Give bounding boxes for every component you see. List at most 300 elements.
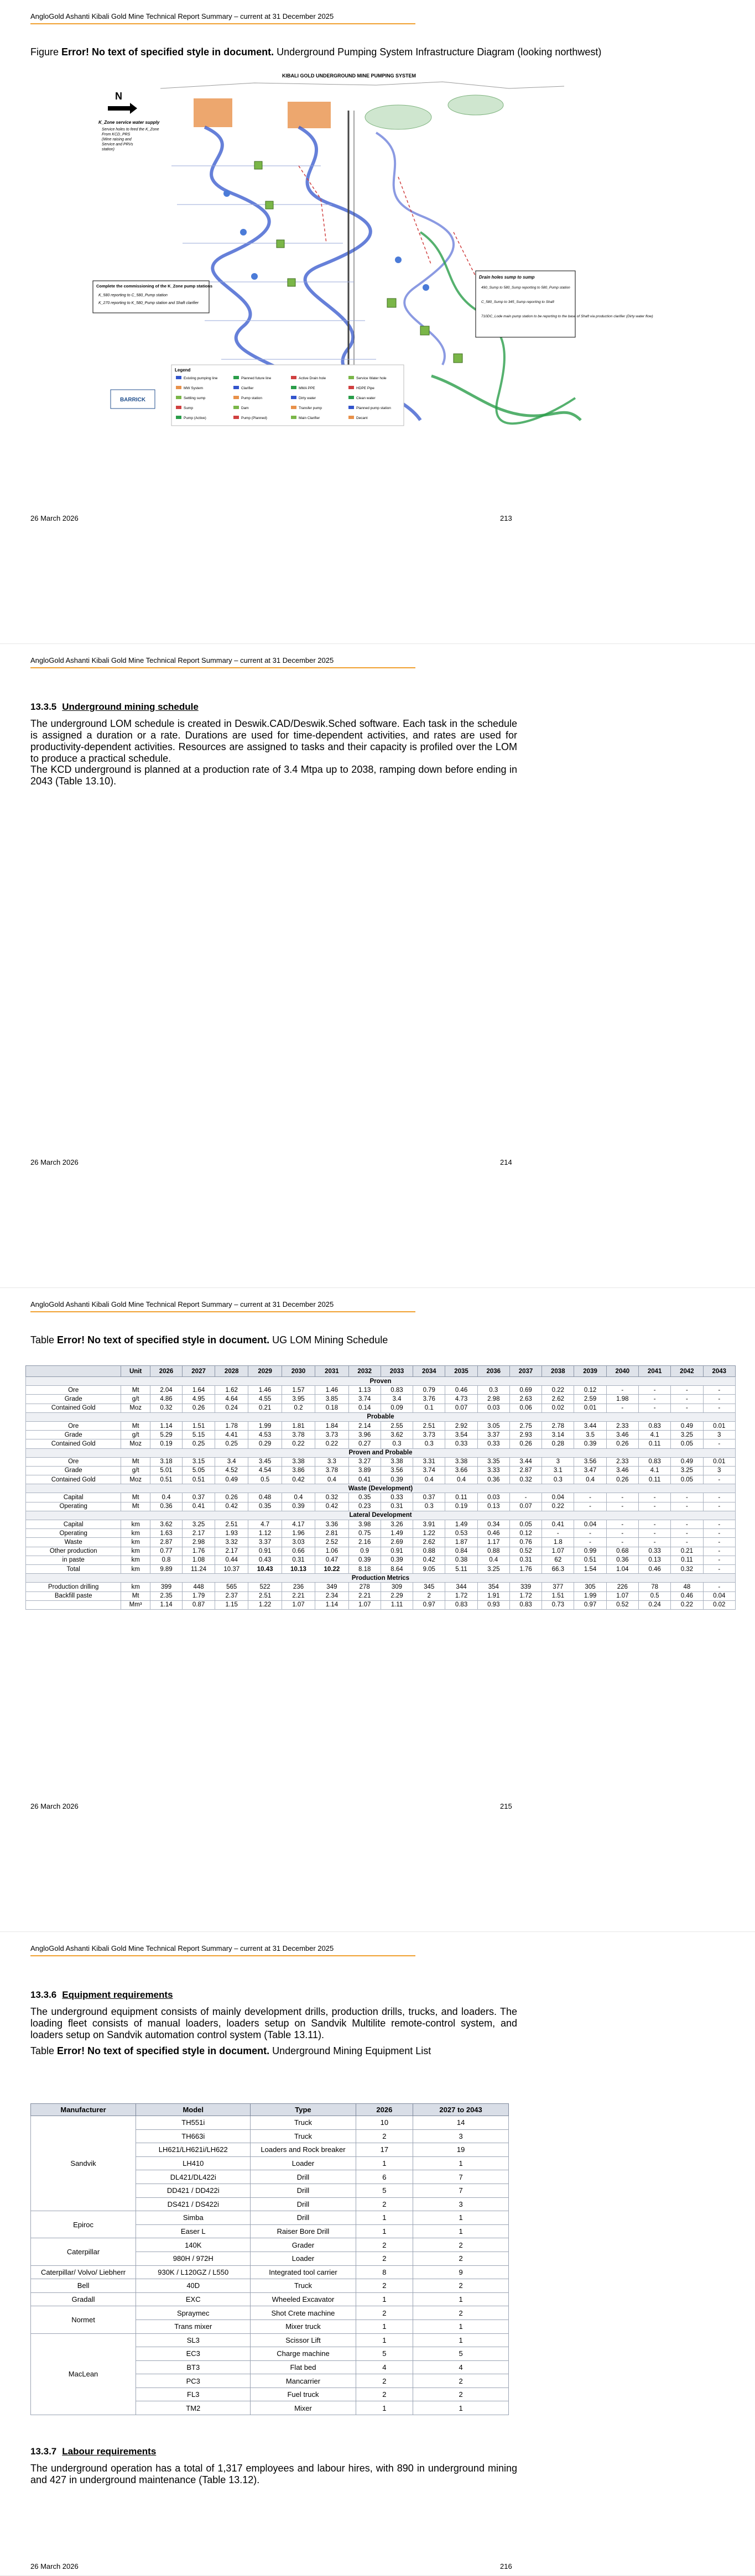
section-title: Production Metrics — [26, 1574, 736, 1583]
table-cell: 1.84 — [315, 1421, 348, 1430]
table-cell: DD421 / DD422i — [136, 2184, 251, 2197]
table-cell: 0.5 — [248, 1475, 282, 1484]
table-cell: TH551i — [136, 2116, 251, 2130]
table-cell: 2.51 — [215, 1520, 248, 1529]
page-header: AngloGold Ashanti Kibali Gold Mine Technical Report Summary – current at 31 December 2025 — [30, 656, 334, 664]
table-cell: 2 — [356, 2279, 413, 2293]
table-cell: 2.52 — [315, 1538, 348, 1547]
table-cell: 0.88 — [477, 1547, 509, 1556]
manufacturer-cell: MacLean — [31, 2333, 136, 2415]
table-cell: 0.32 — [315, 1493, 348, 1502]
legend-swatch — [348, 416, 354, 419]
table-cell: 236 — [282, 1583, 315, 1591]
legend-swatch — [233, 386, 239, 389]
table-cell: - — [671, 1502, 703, 1511]
table-cell: Simba — [136, 2211, 251, 2225]
table-cell: 6 — [356, 2170, 413, 2184]
table-cell: 0.06 — [509, 1404, 541, 1412]
table-cell: 3.05 — [477, 1421, 509, 1430]
legend-item: MW System — [184, 386, 204, 390]
table-cell: 377 — [542, 1583, 574, 1591]
table-cell: Shot Crete machine — [251, 2306, 356, 2320]
table-cell: km — [121, 1547, 150, 1556]
table-cell: 0.05 — [509, 1520, 541, 1529]
table-cell: 0.4 — [315, 1475, 348, 1484]
table-cell: 3.98 — [348, 1520, 381, 1529]
table-cell: 0.83 — [509, 1600, 541, 1609]
table-cell: - — [638, 1520, 670, 1529]
table-cell: 0.48 — [248, 1493, 282, 1502]
equipment-table — [30, 2103, 509, 2415]
table-cell: 3.44 — [574, 1421, 606, 1430]
table-cell: 4.86 — [150, 1395, 182, 1404]
table-cell: 2.17 — [215, 1547, 248, 1556]
table-cell: 0.87 — [183, 1600, 215, 1609]
column-header: Model — [136, 2104, 251, 2116]
table-cell: - — [638, 1395, 670, 1404]
manufacturer-cell: Epiroc — [31, 2211, 136, 2238]
table-cell: 9.89 — [150, 1564, 182, 1573]
table-cell: - — [574, 1529, 606, 1538]
table-cell: 4.53 — [248, 1431, 282, 1439]
table-cell: 0.03 — [477, 1404, 509, 1412]
table-cell: 349 — [315, 1583, 348, 1591]
table-cell: in paste — [26, 1556, 121, 1564]
table-cell: - — [574, 1493, 606, 1502]
table-cell: 0.79 — [413, 1386, 445, 1395]
table-cell: - — [509, 1493, 541, 1502]
table-cell: 0.3 — [542, 1475, 574, 1484]
table-cell: 1 — [356, 2333, 413, 2347]
table-cell: 0.91 — [381, 1547, 413, 1556]
table-cell: Capital — [26, 1520, 121, 1529]
table-cell: 1.81 — [282, 1421, 315, 1430]
table-cell: 4.55 — [248, 1395, 282, 1404]
table-cell: 2 — [356, 2306, 413, 2320]
legend-swatch — [348, 396, 354, 399]
legend-swatch — [176, 376, 181, 379]
table-cell: 10 — [356, 2116, 413, 2130]
note-tl-title: K_Zone service water supply — [98, 120, 160, 125]
note-tl-line: Service and PRVs — [102, 143, 133, 146]
table-cell: 5.15 — [183, 1431, 215, 1439]
table-cell: 5.11 — [445, 1564, 477, 1573]
table-cell: 522 — [248, 1583, 282, 1591]
table-cell: 0.4 — [574, 1475, 606, 1484]
legend-item: Transfer pump — [299, 406, 322, 410]
table-cell: 1.07 — [606, 1591, 638, 1600]
table-cell: Scissor Lift — [251, 2333, 356, 2347]
table-cell: 0.21 — [671, 1547, 703, 1556]
table-cell: 0.43 — [248, 1556, 282, 1564]
table-cell: 0.46 — [477, 1529, 509, 1538]
table-cell: - — [606, 1493, 638, 1502]
caption-title: Underground Pumping System Infrastructure Diagram (looking northwest) — [274, 46, 602, 57]
caption-prefix: Table — [30, 2045, 58, 2056]
table-row — [26, 1600, 736, 1609]
lom-schedule-table — [25, 1365, 736, 1610]
table-cell: 0.41 — [542, 1520, 574, 1529]
table-cell: 0.77 — [150, 1547, 182, 1556]
table-cell: 0.93 — [477, 1600, 509, 1609]
table-cell: 3.25 — [671, 1466, 703, 1475]
table-cell: Mt — [121, 1502, 150, 1511]
table-cell: 3.36 — [315, 1520, 348, 1529]
table-row — [31, 2238, 509, 2252]
table-cell: 0.18 — [315, 1404, 348, 1412]
section-number: 13.3.7 — [30, 2446, 57, 2457]
table-cell: DS421 / DS422i — [136, 2197, 251, 2211]
section-heading-1335 — [30, 701, 199, 713]
legend-swatch — [291, 376, 296, 379]
table-cell: 1.07 — [542, 1547, 574, 1556]
table-cell: 2.14 — [348, 1421, 381, 1430]
table-cell: 3.96 — [348, 1431, 381, 1439]
column-header: 2043 — [703, 1366, 735, 1377]
section-title: Waste (Development) — [26, 1484, 736, 1493]
column-header: 2026 — [356, 2104, 413, 2116]
section-title: Probable — [26, 1412, 736, 1421]
table-cell: 0.07 — [509, 1502, 541, 1511]
table-cell: 1.91 — [477, 1591, 509, 1600]
section-row — [26, 1377, 736, 1386]
table-cell: Grader — [251, 2238, 356, 2252]
legend-item: Active Drain hole — [299, 376, 326, 380]
table-cell: 0.05 — [671, 1475, 703, 1484]
table-cell: 1.14 — [315, 1600, 348, 1609]
table-cell: 0.68 — [606, 1547, 638, 1556]
table-cell: 0.22 — [315, 1439, 348, 1448]
table-cell: 2 — [413, 2279, 509, 2293]
caption-error: Error! No text of specified style in document. — [57, 1334, 270, 1345]
column-header: Type — [251, 2104, 356, 2116]
table-cell: Mixer — [251, 2401, 356, 2415]
table-cell: 0.49 — [671, 1421, 703, 1430]
table-cell: 0.26 — [509, 1439, 541, 1448]
table-cell: 305 — [574, 1583, 606, 1591]
table-cell: km — [121, 1538, 150, 1547]
table-cell: - — [574, 1538, 606, 1547]
table-cell: 0.11 — [638, 1475, 670, 1484]
table-cell: 3.73 — [315, 1431, 348, 1439]
table-cell: 0.24 — [638, 1600, 670, 1609]
table-cell: 0.46 — [671, 1591, 703, 1600]
table-cell: 0.32 — [150, 1404, 182, 1412]
table-cell: 3.78 — [282, 1431, 315, 1439]
table-cell: Trans mixer — [136, 2320, 251, 2333]
table-cell: 2 — [413, 2306, 509, 2320]
table-row — [26, 1466, 736, 1475]
table-cell: 2.55 — [381, 1421, 413, 1430]
section-title: Equipment requirements — [62, 1989, 173, 2000]
table-cell: Mancarrier — [251, 2374, 356, 2388]
column-header — [26, 1366, 121, 1377]
table-cell: 1 — [413, 2211, 509, 2225]
table-cell: 0.53 — [445, 1529, 477, 1538]
table-cell: - — [703, 1404, 735, 1412]
table-cell: 3.46 — [606, 1466, 638, 1475]
table-cell: 2 — [356, 2387, 413, 2401]
table-cell: 5.29 — [150, 1431, 182, 1439]
table-cell: 3.56 — [574, 1457, 606, 1466]
table-cell: 17 — [356, 2143, 413, 2157]
table-cell: 1.11 — [381, 1600, 413, 1609]
table-cell: 1 — [413, 2224, 509, 2238]
legend-swatch — [348, 406, 354, 409]
legend-swatch — [291, 416, 296, 419]
table-cell: 0.23 — [348, 1502, 381, 1511]
table-cell: Charge machine — [251, 2347, 356, 2361]
table-cell: 0.31 — [381, 1502, 413, 1511]
table-cell: 1.87 — [445, 1538, 477, 1547]
table-cell: 1.64 — [183, 1386, 215, 1395]
legend-swatch — [233, 406, 239, 409]
table-cell: 0.11 — [445, 1493, 477, 1502]
table-cell: 8.18 — [348, 1564, 381, 1573]
legend-swatch — [176, 386, 181, 389]
table-cell: 0.3 — [413, 1439, 445, 1448]
table-cell: km — [121, 1556, 150, 1564]
table-cell: Grade — [26, 1431, 121, 1439]
table-cell: 1.79 — [183, 1591, 215, 1600]
table-cell: 3.38 — [282, 1457, 315, 1466]
table-row — [31, 2211, 509, 2225]
table-cell: - — [574, 1502, 606, 1511]
table-cell: 2.62 — [542, 1395, 574, 1404]
table-cell: 3.37 — [248, 1538, 282, 1547]
table-cell: 3.3 — [315, 1457, 348, 1466]
diagram-title: KIBALI GOLD UNDERGROUND MINE PUMPING SYSTEM — [282, 73, 416, 78]
table-cell: 1 — [356, 2156, 413, 2170]
table-cell: - — [606, 1520, 638, 1529]
table-cell: 3.5 — [574, 1431, 606, 1439]
table-cell: 3 — [703, 1431, 735, 1439]
paragraph: The underground operation has a total of 1,317 employees and labour hires, with 890 in underground mining and 427 in underground maintenance (Table 13.12). — [30, 2463, 517, 2485]
table-cell: 0.41 — [183, 1502, 215, 1511]
table-cell: PC3 — [136, 2374, 251, 2388]
table-cell: - — [638, 1538, 670, 1547]
table-caption — [30, 1334, 388, 1346]
table-cell: 0.37 — [183, 1493, 215, 1502]
table-cell: - — [606, 1404, 638, 1412]
table-cell: 14 — [413, 2116, 509, 2130]
table-cell: 2 — [413, 2374, 509, 2388]
column-header: 2028 — [215, 1366, 248, 1377]
table-cell: Grade — [26, 1466, 121, 1475]
table-cell: 1 — [356, 2224, 413, 2238]
table-row — [26, 1529, 736, 1538]
table-cell: - — [703, 1520, 735, 1529]
table-cell: Drill — [251, 2184, 356, 2197]
table-cell: - — [638, 1493, 670, 1502]
table-cell: 0.84 — [445, 1547, 477, 1556]
table-cell: 0.9 — [348, 1547, 381, 1556]
diagram-svg — [88, 66, 653, 438]
table-cell: 339 — [509, 1583, 541, 1591]
table-cell: LH621/LH621i/LH622 — [136, 2143, 251, 2157]
table-cell: 0.39 — [381, 1475, 413, 1484]
section-row — [26, 1574, 736, 1583]
column-header: 2041 — [638, 1366, 670, 1377]
table-cell: 3.37 — [477, 1431, 509, 1439]
table-cell: 2.21 — [282, 1591, 315, 1600]
table-cell: 3.56 — [381, 1466, 413, 1475]
table-cell: 3.76 — [413, 1395, 445, 1404]
table-cell: 3.4 — [215, 1457, 248, 1466]
table-row — [31, 2116, 509, 2130]
table-cell: 3.1 — [542, 1466, 574, 1475]
page-214 — [0, 644, 755, 1288]
table-cell: 0.01 — [574, 1404, 606, 1412]
table-cell: 0.8 — [150, 1556, 182, 1564]
table-cell: 0.04 — [542, 1493, 574, 1502]
table-cell: Ore — [26, 1421, 121, 1430]
table-header-row — [26, 1366, 736, 1377]
table-cell: - — [703, 1529, 735, 1538]
section-title: Lateral Development — [26, 1511, 736, 1520]
table-caption — [30, 2045, 431, 2057]
table-cell: g/t — [121, 1431, 150, 1439]
table-cell: 1 — [413, 2292, 509, 2306]
table-cell: km — [121, 1529, 150, 1538]
table-cell: - — [671, 1395, 703, 1404]
table-cell: - — [703, 1538, 735, 1547]
table-row — [26, 1431, 736, 1439]
table-cell: 4.41 — [215, 1431, 248, 1439]
table-cell: Drill — [251, 2197, 356, 2211]
table-row — [26, 1457, 736, 1466]
table-cell: g/t — [121, 1395, 150, 1404]
table-cell: 1.51 — [542, 1591, 574, 1600]
caption-title: UG LOM Mining Schedule — [269, 1334, 388, 1345]
caption-error: Error! No text of specified style in document. — [57, 2045, 270, 2056]
legend-item: Pump (Planned) — [241, 416, 267, 420]
table-cell: 0.26 — [606, 1475, 638, 1484]
page-footer-date: 26 March 2026 — [30, 514, 79, 522]
table-row — [26, 1404, 736, 1412]
table-cell: Ore — [26, 1457, 121, 1466]
table-cell: TH663i — [136, 2129, 251, 2143]
table-row — [31, 2306, 509, 2320]
table-cell: 0.42 — [282, 1475, 315, 1484]
table-cell: 0.12 — [509, 1529, 541, 1538]
table-cell: 2.87 — [509, 1466, 541, 1475]
table-cell: 0.02 — [542, 1404, 574, 1412]
table-cell: 5 — [356, 2347, 413, 2361]
legend-item: Sump — [184, 406, 193, 410]
table-cell: 0.05 — [671, 1439, 703, 1448]
table-cell: 8.64 — [381, 1564, 413, 1573]
column-header: 2042 — [671, 1366, 703, 1377]
legend-item: Planned pump station — [356, 406, 391, 410]
table-cell: 3.25 — [477, 1564, 509, 1573]
table-cell: 1.14 — [150, 1421, 182, 1430]
table-cell: 0.42 — [413, 1556, 445, 1564]
table-cell: Truck — [251, 2279, 356, 2293]
table-row — [31, 2265, 509, 2279]
table-row — [26, 1556, 736, 1564]
table-cell: 1.96 — [282, 1529, 315, 1538]
table-cell: 1.72 — [445, 1591, 477, 1600]
table-cell: 0.21 — [248, 1404, 282, 1412]
table-cell: 0.25 — [183, 1439, 215, 1448]
table-cell: 2.93 — [509, 1431, 541, 1439]
table-cell: 1.49 — [445, 1520, 477, 1529]
section-row — [26, 1484, 736, 1493]
table-cell: 2.04 — [150, 1386, 182, 1395]
table-cell: Backfill paste — [26, 1591, 121, 1600]
table-cell: 0.36 — [477, 1475, 509, 1484]
table-cell: 3.54 — [445, 1431, 477, 1439]
table-cell — [26, 1600, 121, 1609]
table-cell: 0.83 — [381, 1386, 413, 1395]
section-heading-1336 — [30, 1989, 173, 2001]
table-cell: 3.45 — [248, 1457, 282, 1466]
page-number: 216 — [500, 2562, 512, 2570]
table-cell: Fuel truck — [251, 2387, 356, 2401]
table-cell: 1.12 — [248, 1529, 282, 1538]
table-cell: 0.42 — [315, 1502, 348, 1511]
column-header: 2039 — [574, 1366, 606, 1377]
table-cell: 0.76 — [509, 1538, 541, 1547]
table-cell: 0.83 — [638, 1421, 670, 1430]
table-cell: Production drilling — [26, 1583, 121, 1591]
manufacturer-cell: Sandvik — [31, 2116, 136, 2211]
table-cell: Mt — [121, 1493, 150, 1502]
table-cell: 1.63 — [150, 1529, 182, 1538]
legend-swatch — [291, 406, 296, 409]
table-cell: 4.52 — [215, 1466, 248, 1475]
table-cell: 4.54 — [248, 1466, 282, 1475]
table-cell: 0.5 — [638, 1591, 670, 1600]
table-cell: km — [121, 1583, 150, 1591]
table-cell: 3.14 — [542, 1431, 574, 1439]
note-bl-line: K_580 reporting to C_580_Pump station — [98, 294, 168, 297]
legend-item: Service Water hole — [356, 376, 387, 380]
table-cell: 1.62 — [215, 1386, 248, 1395]
table-cell: 0.14 — [348, 1404, 381, 1412]
table-cell: 0.24 — [215, 1404, 248, 1412]
legend-swatch — [176, 396, 181, 399]
table-cell: 3.26 — [381, 1520, 413, 1529]
table-cell: 1.72 — [509, 1591, 541, 1600]
table-cell: - — [638, 1404, 670, 1412]
table-cell: 1.99 — [574, 1591, 606, 1600]
table-cell: 1.08 — [183, 1556, 215, 1564]
table-cell: - — [671, 1538, 703, 1547]
legend-title: Legend — [175, 368, 191, 373]
table-cell: - — [606, 1529, 638, 1538]
manufacturer-cell: Caterpillar/ Volvo/ Liebherr — [31, 2265, 136, 2279]
paragraph: The underground equipment consists of mainly development drills, production drills, trucks, and loaders. The loading fleet consists of manual loaders, loaders setup on Sandvik Multilite remote-control system, and loaders setup on Sandvik automation control system (Table 13.11). — [30, 2006, 517, 2040]
legend-item: Clarifier — [241, 386, 254, 390]
legend-swatch — [348, 376, 354, 379]
legend-item: HDPE Pipe — [356, 386, 374, 390]
table-cell: 0.09 — [381, 1404, 413, 1412]
table-cell: 3.62 — [150, 1520, 182, 1529]
column-header: 2029 — [248, 1366, 282, 1377]
table-cell: 565 — [215, 1583, 248, 1591]
table-cell: 1 — [356, 2211, 413, 2225]
table-cell: - — [703, 1493, 735, 1502]
table-row — [31, 2279, 509, 2293]
table-cell: 3.74 — [413, 1466, 445, 1475]
page-footer-date: 26 March 2026 — [30, 1802, 79, 1810]
table-cell: 0.88 — [413, 1547, 445, 1556]
section-title: Proven — [26, 1377, 736, 1386]
table-cell: EXC — [136, 2292, 251, 2306]
table-cell: 0.66 — [282, 1547, 315, 1556]
